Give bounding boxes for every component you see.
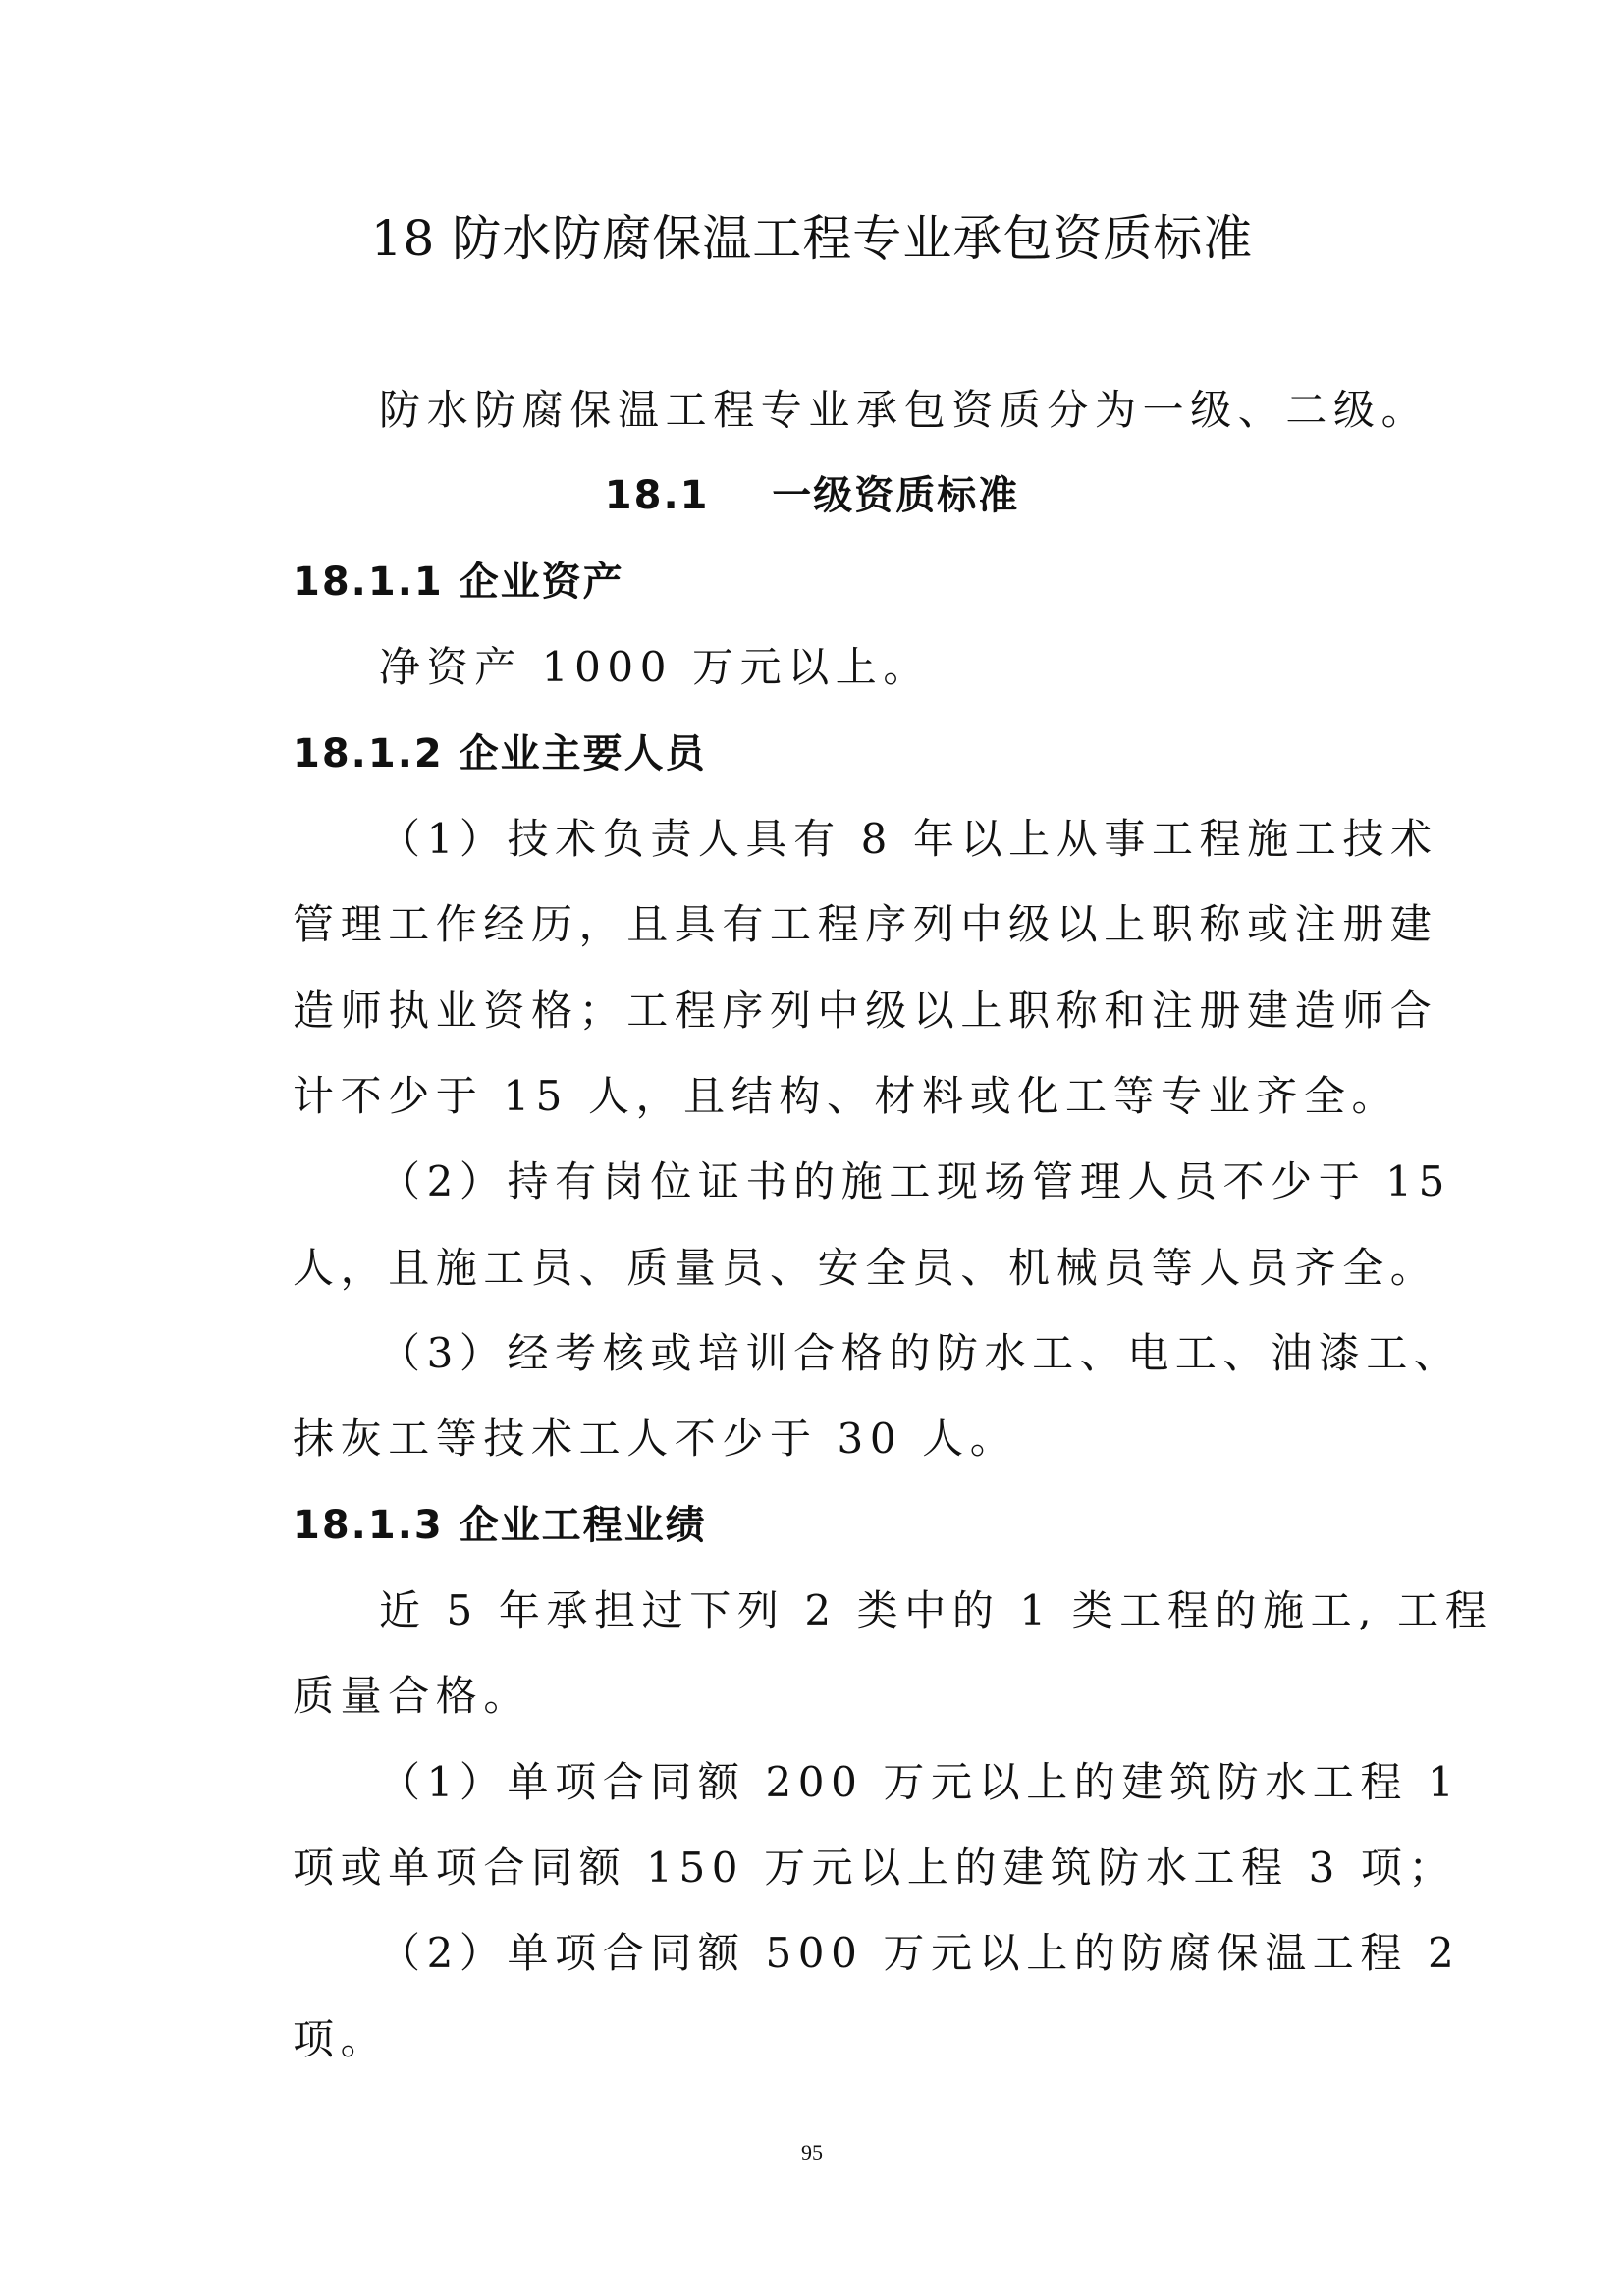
personnel-line: 造师执业资格；工程序列中级以上职称和注册建造师合 (293, 987, 1438, 1035)
personnel-line: （3）经考核或培训合格的防水工、电工、油漆工、 (379, 1329, 1462, 1377)
performance-line: 质量合格。 (293, 1672, 532, 1720)
subsection-heading-personnel: 18.1.2 企业主要人员 (293, 731, 707, 776)
personnel-line: 计不少于 15 人，且结构、材料或化工等专业齐全。 (293, 1072, 1400, 1120)
personnel-line: 抹灰工等技术工人不少于 30 人。 (293, 1415, 1018, 1463)
intro-paragraph: 防水防腐保温工程专业承包资质分为一级、二级。 (379, 386, 1430, 434)
performance-line: 项。 (293, 2015, 389, 2063)
performance-line: 近 5 年承担过下列 2 类中的 1 类工程的施工, 工程 (379, 1586, 1493, 1634)
section-heading: 18.1 一级资质标准 (604, 473, 1020, 518)
performance-line: （1）单项合同额 200 万元以上的建筑防水工程 1 (379, 1758, 1461, 1806)
performance-line: 项或单项合同额 150 万元以上的建筑防水工程 3 项； (293, 1843, 1457, 1892)
personnel-line: （1）技术负责人具有 8 年以上从事工程施工技术 (379, 815, 1438, 863)
performance-line: （2）单项合同额 500 万元以上的防腐保温工程 2 (379, 1929, 1461, 1977)
page-number: 95 (801, 2140, 823, 2164)
personnel-line: 管理工作经历，且具有工程序列中级以上职称或注册建 (293, 900, 1438, 948)
subsection-heading-assets: 18.1.1 企业资产 (293, 560, 624, 605)
assets-paragraph: 净资产 1000 万元以上。 (379, 643, 931, 691)
subsection-heading-performance: 18.1.3 企业工程业绩 (293, 1503, 707, 1548)
personnel-line: （2）持有岗位证书的施工现场管理人员不少于 15 (379, 1157, 1451, 1205)
personnel-line: 人，且施工员、质量员、安全员、机械员等人员齐全。 (293, 1244, 1438, 1292)
document-title: 18 防水防腐保温工程专业承包资质标准 (370, 210, 1254, 267)
